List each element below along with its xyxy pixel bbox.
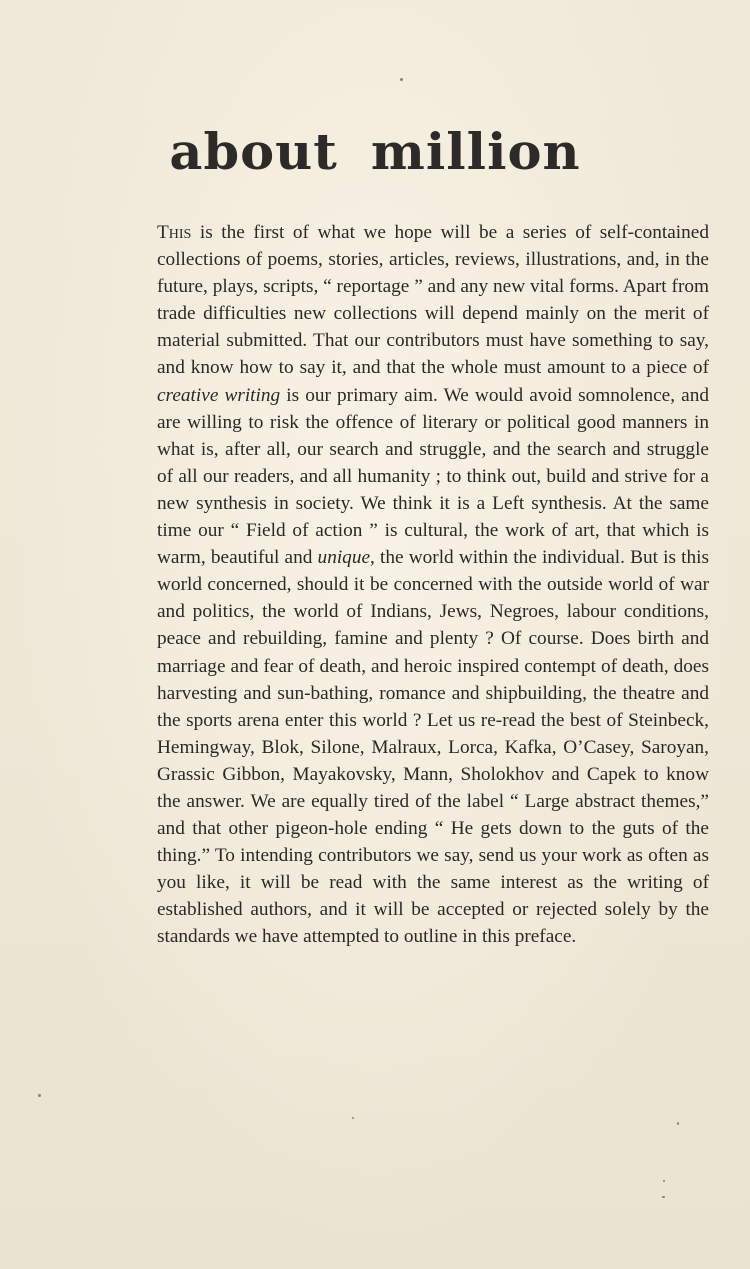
preface-paragraph — [157, 219, 709, 951]
drop-lead-word — [157, 222, 191, 243]
lead-word-initial: T — [157, 222, 169, 243]
paper-speck — [352, 1117, 354, 1119]
preface-emphasis-unique: unique — [317, 547, 371, 569]
preface-text-part-1: is the first of what we hope will be a series of self-contained collections of poems, stories, articles, reviews, illustrations, and, in the future, plays, scripts, “ reportage ” and any new vital forms. Apart from trade difficulties new collections will depend mainly on the merit of material submitted. That our contributors must have something to say, and know how to say it, and that the whole must amount to a piece of — [157, 222, 709, 379]
paper-speck — [400, 78, 403, 81]
paper-speck — [38, 1094, 41, 1097]
preface-text-part-2: is our primary aim. We would avoid somnolence, and are willing to risk the offence of literary or political good manners in what is, after all, our search and struggle, and the search and struggle of all our readers, and all humanity ; to think out, build and strive for a new synthesis in society. We think it is a Left synthesis. At the same time our “ Field of action ” is cultural, the work of art, that which is warm, beautiful and — [157, 384, 709, 569]
lead-word-rest: his — [168, 222, 192, 243]
preface-text-part-3: , the world within the individual. But is this world concerned, should it be concerned with the outside world of war and politics, the world of Indians, Jews, Negroes, labour conditions, peace and rebuilding, famine and plenty ? Of course. Does birth and marriage and fear of death, and heroic inspired contempt of death, does harvesting and sun-bathing, romance and shipbuilding, the theatre and the sports arena enter this world ? Let us re-read the best of Steinbeck, Hemingway, Blok, Silone, Malraux, Lorca, Kafka, O’Casey, Saroyan, Grassic Gibbon, Mayakovsky, Mann, Sholokhov and Capek to know the answer. We are equally tired of the label “ Large abstract themes,” and that other pigeon-hole ending “ He gets down to the guts of the thing.” To intending contributors we say, send us your work as often as you like, it will be read with the same interest as the writing of established authors, and it will be accepted or rejected solely by the standards we have attempted to outline in this preface. — [157, 547, 709, 948]
paper-speck — [677, 1122, 679, 1125]
paper-speck — [663, 1180, 665, 1182]
paper-speck — [662, 1196, 665, 1198]
page-title: about million — [169, 122, 581, 181]
preface-emphasis-creative-writing: creative writing — [157, 384, 281, 406]
